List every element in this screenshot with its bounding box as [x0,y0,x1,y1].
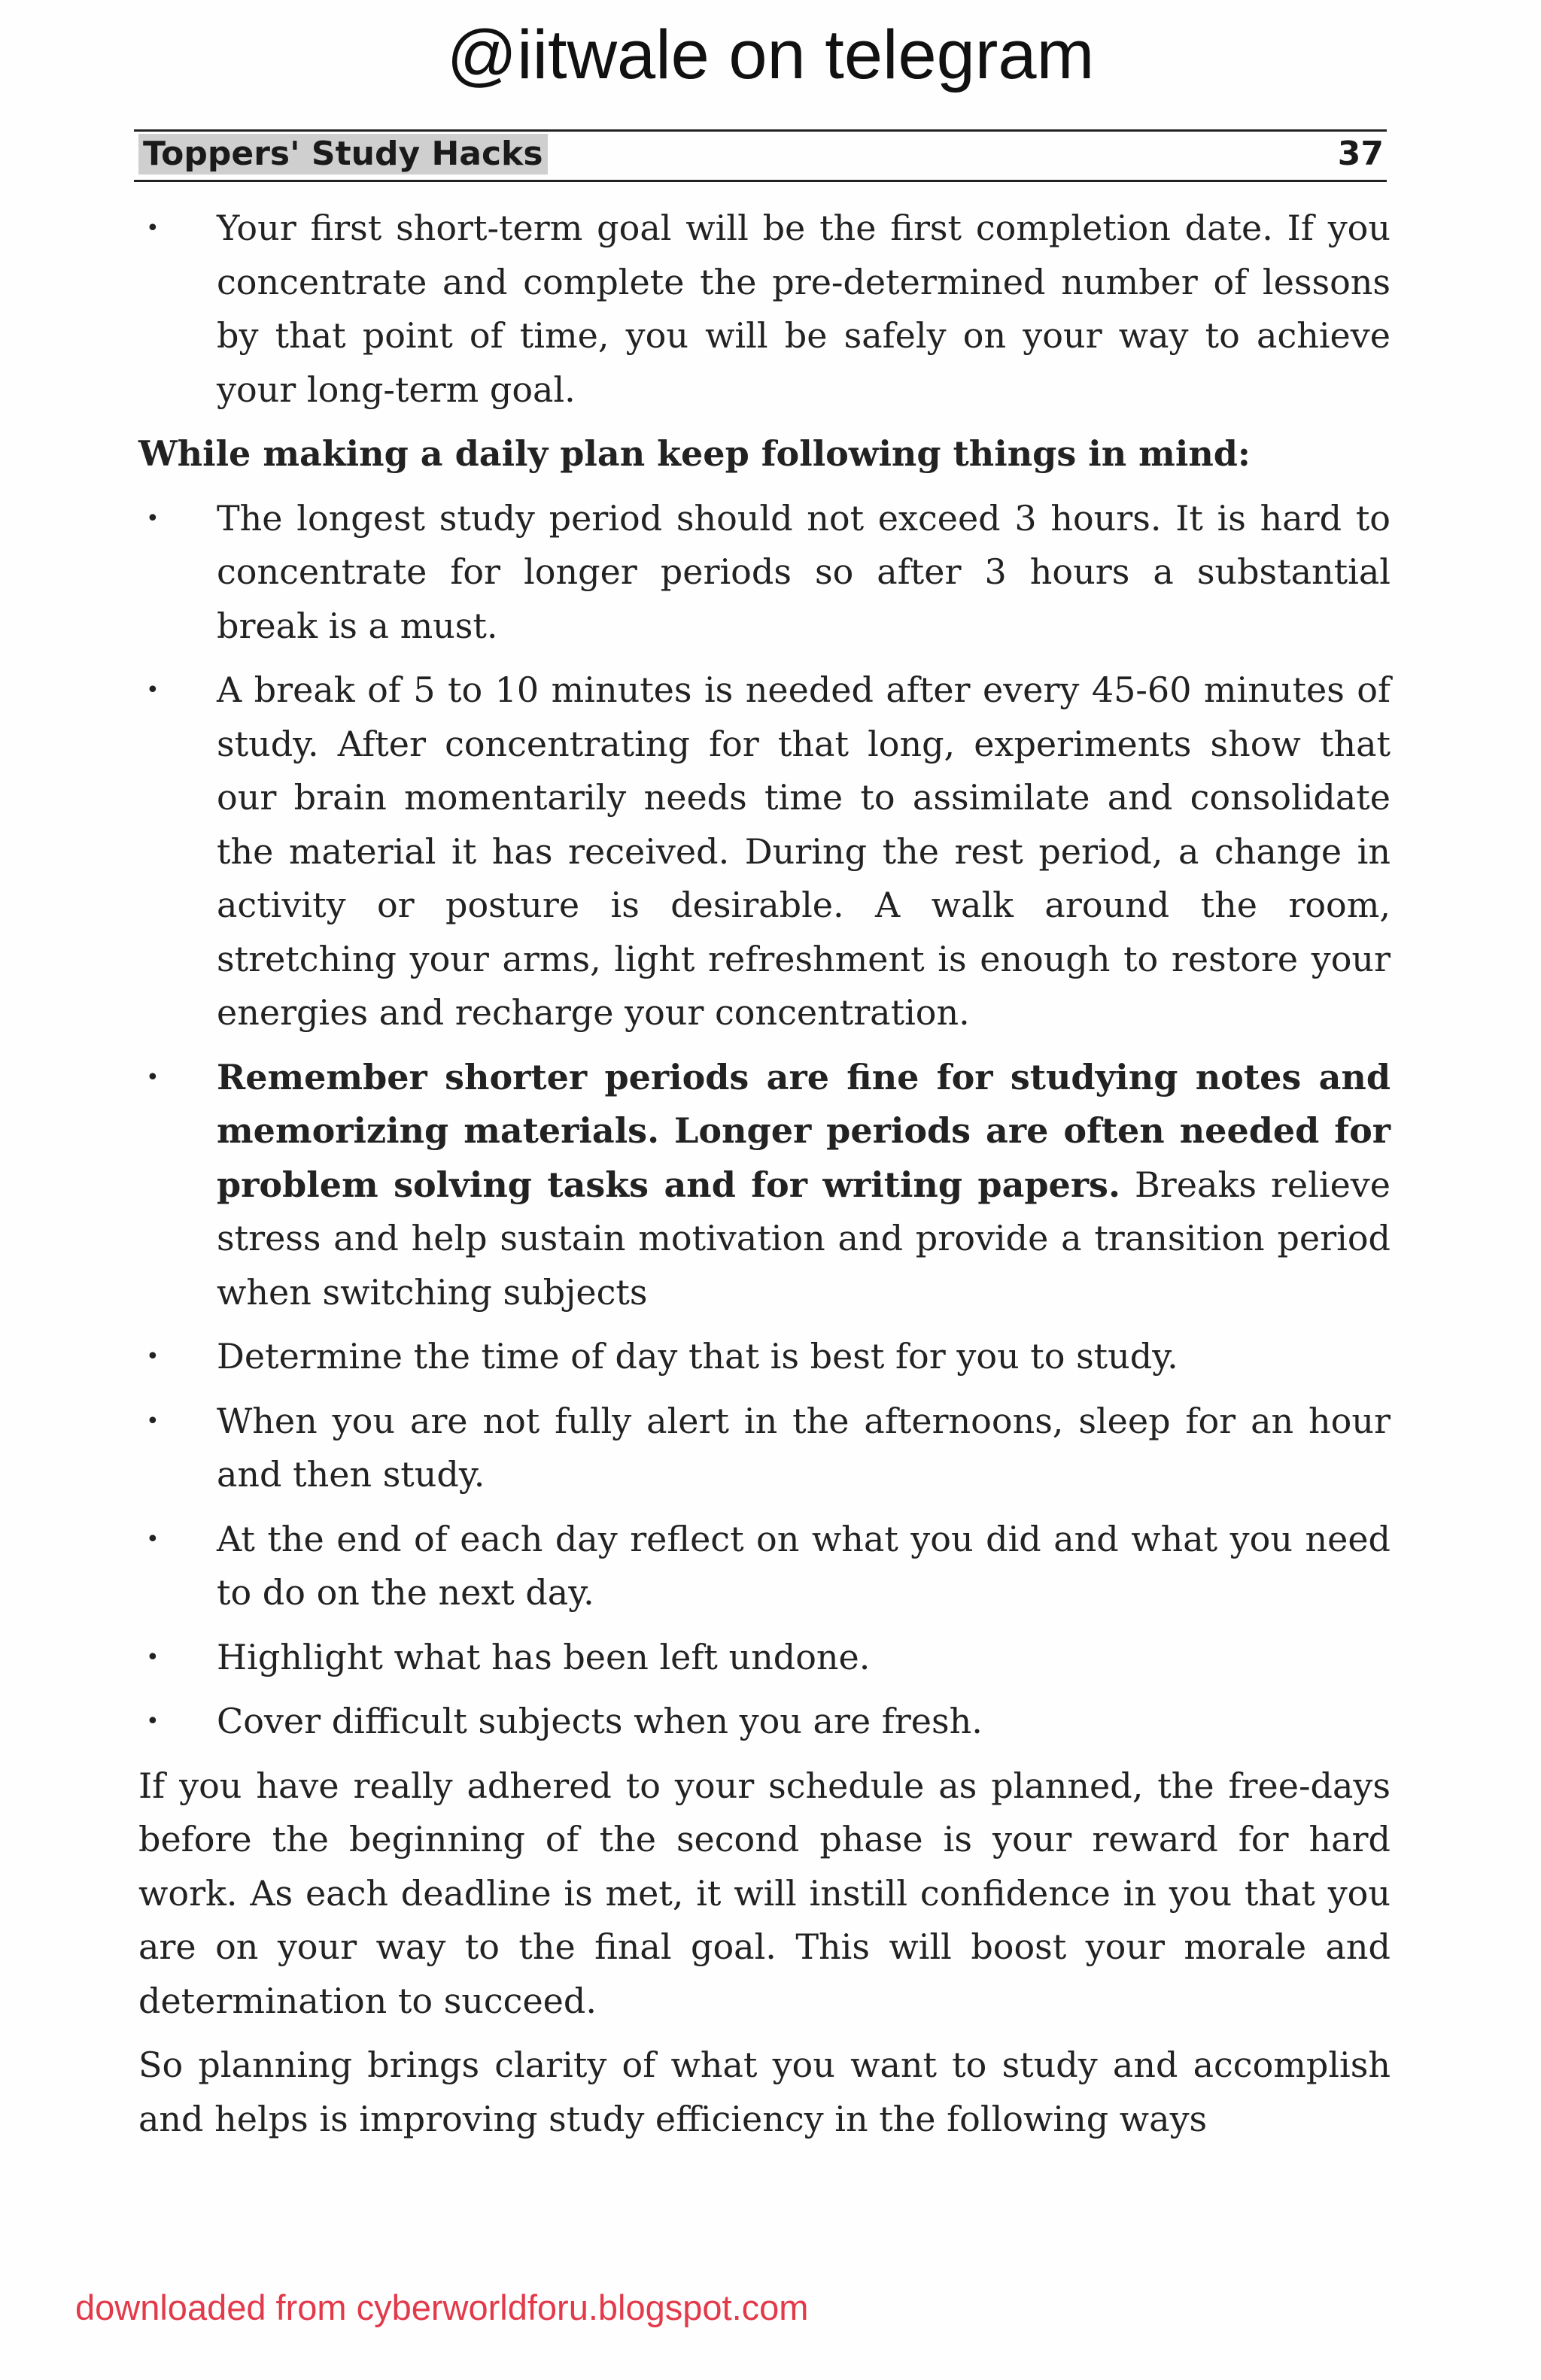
bullet-icon: • [146,1064,160,1091]
bullet-icon: • [146,1644,160,1671]
bullet-icon: • [146,1343,160,1370]
bullet-icon: • [146,1407,160,1434]
emphasized-text: Remember shorter periods are fine for studying notes and memorizing materials. Longer periods are often needed for problem solving tasks and for writing papers. [217,1056,1391,1205]
list-item [138,1395,1391,1502]
list-item-text [217,1051,1391,1320]
body-paragraph: So planning brings clarity of what you want to study and accomplish and helps is improving study efficiency in the following ways [138,2045,1391,2139]
list-item [138,663,1391,1040]
running-header [134,129,1387,182]
list-item-continuation: Breaks relieve stress and help sustain motivation and provide a transition period when switching subjects [217,1164,1391,1313]
list-item-text: The longest study period should not exceed 3 hours. It is hard to concentrate for longer periods so after 3 hours a substantial break is a must. [217,497,1391,646]
list-item-text: A break of 5 to 10 minutes is needed after every 45-60 minutes of study. After concentrating for that long, experiments show that our brain momentarily needs time to assimilate and consolidate the material it has received. During the rest period, a change in activity or posture is desirable. A walk around the room, stretching your arms, light refreshment is enough to restore your energies and recharge your concentration. [217,669,1391,1033]
body-paragraph: If you have really adhered to your schedule as planned, the free-days before the beginning of the second phase is your reward for hard work. As each deadline is met, it will instill confidence in you that you are on your way to the final goal. This will boost your morale and determination to succeed. [138,1765,1391,2021]
bullet-icon: • [146,1708,160,1735]
book-title: Toppers' Study Hacks [138,134,548,175]
bullet-icon: • [146,677,160,703]
section-subheading: While making a daily plan keep following things in mind: [138,433,1251,474]
bullet-icon: • [146,1525,160,1553]
download-source-watermark: downloaded from cyberworldforu.blogspot.com [75,2287,809,2327]
list-item [138,1695,1391,1749]
bullet-icon: • [146,505,160,532]
telegram-banner: @iitwale on telegram [446,17,1095,93]
list-item-text: Determine the time of day that is best for you to study. [217,1336,1178,1377]
page-number: 37 [1337,135,1384,173]
list-item [138,1631,1391,1685]
list-item-text: Cover difficult subjects when you are fresh. [217,1701,983,1741]
list-item [138,492,1391,654]
list-item [138,1330,1391,1384]
page-body [138,202,1391,2157]
bullet-icon: • [146,215,160,241]
list-item-text: Your first short-term goal will be the first completion date. If you concentrate and complete the pre-determined number of lessons by that point of time, you will be safely on your way to achieve your long-term goal. [217,208,1391,410]
list-item [138,1513,1391,1620]
list-item-text: Highlight what has been left undone. [217,1636,871,1677]
list-item-text: At the end of each day reflect on what you did and what you need to do on the next day. [217,1518,1391,1613]
list-item [138,202,1391,417]
list-item-text: When you are not fully alert in the afternoons, sleep for an hour and then study. [217,1400,1391,1495]
list-item [138,1051,1391,1320]
